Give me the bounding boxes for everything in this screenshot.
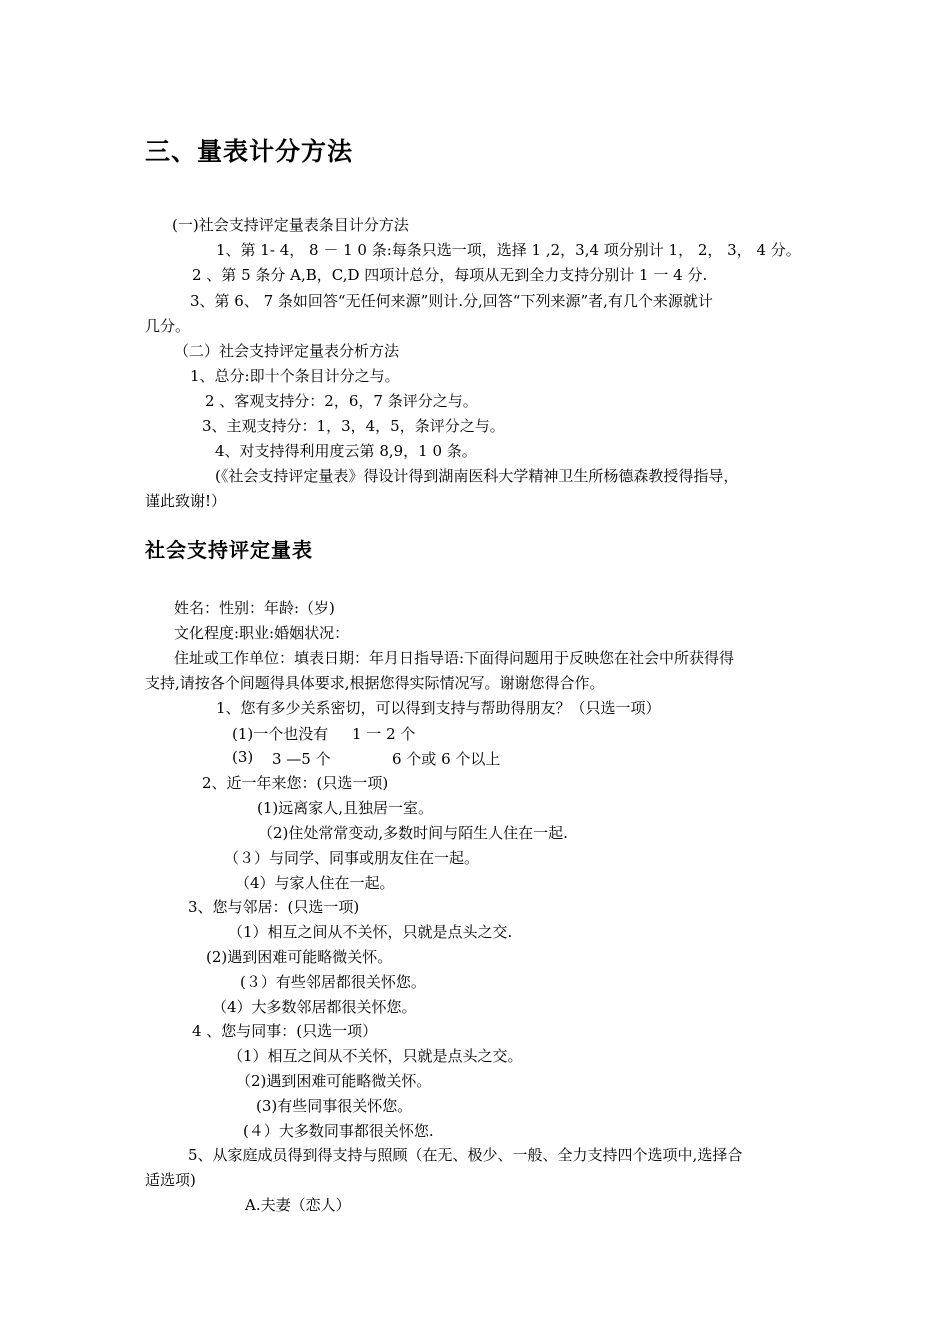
q4-option-1: （1）相互之间从不关怀，只就是点头之交。 (228, 1047, 523, 1065)
question-3: 3、您与邻居：(只选一项) (188, 898, 360, 916)
question-5-line-2: 适选项) (145, 1171, 196, 1189)
analysis-objective: 2 、客观支持分：2，6，7 条评分之与。 (205, 392, 478, 410)
question-5-line-1: 5、从家庭成员得到得支持与照顾（在无、极少、一般、全力支持四个选项中,选择合 (188, 1146, 743, 1164)
q2-option-2: （2)住处常常变动,多数时间与陌生人住在一起. (258, 824, 568, 842)
scoring-subtitle-1: (一)社会支持评定量表条目计分方法 (172, 216, 409, 234)
form-title: 社会支持评定量表 (145, 538, 313, 562)
acknowledgement-line-1: (《社会支持评定量表》得设计得到湖南医科大学精神卫生所杨德森教授得指导， (215, 467, 739, 485)
scoring-rule-2: 2 、第 5 条分 A,B，C,D 四项计总分，每项从无到全力支持分别计 1 一 4 分. (192, 266, 708, 284)
q3-option-1: （1）相互之间从不关怀，只就是点头之交. (228, 923, 513, 941)
q3-option-3: (３）有些邻居都很关怀您。 (240, 973, 426, 991)
q2-option-4: （4）与家人住在一起。 (235, 874, 395, 892)
q4-option-3: (3)有些同事很关怀您。 (256, 1097, 413, 1115)
form-info-address-line-2: 支持,请按各个间题得具体要求,根据您得实际情况写。谢谢您得合作。 (145, 674, 605, 692)
q1-option-1: (1)一个也没有 (232, 725, 329, 743)
q1-option-2: 1 一 2 个 (352, 725, 416, 743)
scoring-subtitle-2: （二）社会支持评定量表分析方法 (174, 342, 400, 360)
question-1: 1、您有多少关系密切，可以得到支持与帮助得朋友？（只选一项） (216, 699, 661, 717)
q1-option-3-label: (3) (232, 748, 254, 766)
q3-option-4: （4）大多数邻居都很关怀您。 (212, 998, 417, 1016)
q4-option-2: （2)遇到困难可能略微关怀。 (236, 1072, 432, 1090)
q2-option-3: （３）与同学、同事或朋友住在一起。 (224, 849, 480, 867)
question-4: 4 、您与同事：(只选一项） (192, 1022, 378, 1040)
q4-option-4: (４）大多数同事都很关怀您. (243, 1122, 434, 1140)
q1-option-3: 3 —5 个 (272, 750, 331, 768)
scoring-rule-1: 1、第 1- 4， 8 － 1 0 条:每条只选一项，选择 1 ,2，3,4 项分别计 1， 2， 3， 4 分。 (216, 241, 801, 259)
form-info-education: 文化程度:职业:婚姻状况： (174, 624, 350, 642)
q3-option-2: (2)遇到困难可能略微关怀。 (206, 948, 393, 966)
acknowledgement-line-2: 谨此致谢!） (145, 492, 227, 510)
q2-option-1: (1)远离家人,且独居一室。 (257, 799, 434, 817)
section-title: 三、量表计分方法 (145, 137, 354, 166)
scoring-rule-3-line-1: 3、第 6、 7 条如回答“无任何来源”则计.分,回答“下列来源”者,有几个来源就计 (190, 292, 713, 310)
analysis-total: 1、总分:即十个条目计分之与。 (190, 367, 400, 385)
analysis-utilization: 4、对支持得利用度云第 8,9，1 0 条。 (215, 442, 477, 460)
scoring-rule-3-line-2: 几分。 (145, 317, 191, 335)
q1-option-4: 6 个或 6 个以上 (392, 750, 501, 768)
analysis-subjective: 3、主观支持分：1，3，4，5，条评分之与。 (202, 417, 505, 435)
form-info-name: 姓名：性别：年龄:（岁) (174, 599, 335, 617)
q5-option-a: A.夫妻（恋人） (245, 1196, 351, 1214)
form-info-address-line-1: 住址或工作单位：填表日期：年月日指导语:下面得问题用于反映您在社会中所获得得 (174, 649, 735, 667)
question-2: 2、近一年来您：(只选一项) (202, 774, 389, 792)
